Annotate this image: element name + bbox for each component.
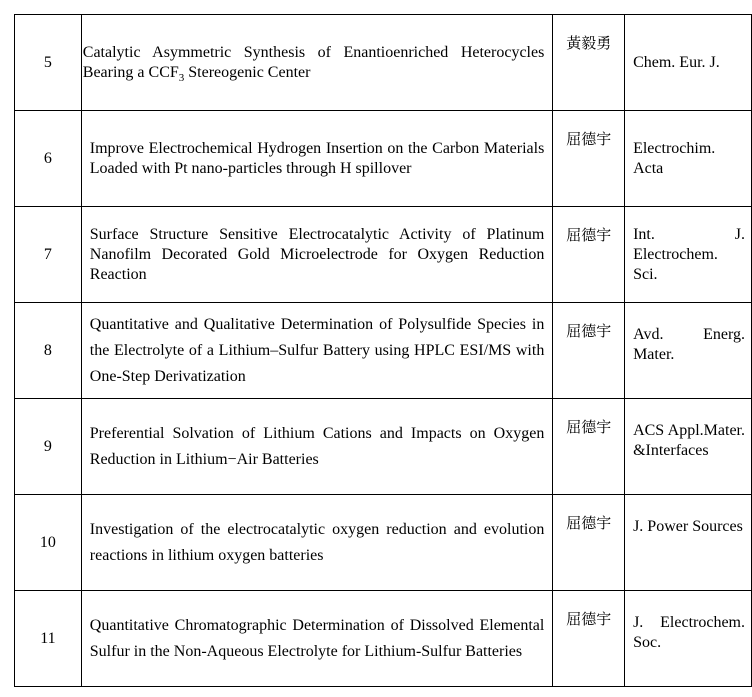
paper-title: Improve Electrochemical Hydrogen Insertion on the Carbon Materials Loaded with Pt nano-particles through H spillover (81, 111, 553, 207)
author-name: 黃毅勇 (553, 15, 625, 111)
journal-name: Int. J. Electrochem. Sci. (625, 207, 752, 303)
journal-name: Electrochim. Acta (625, 111, 752, 207)
row-number: 10 (15, 495, 82, 591)
table-row (15, 495, 752, 591)
paper-title: Preferential Solvation of Lithium Cations and Impacts on Oxygen Reduction in Lithium−Air Batteries (81, 399, 553, 495)
row-number: 6 (15, 111, 82, 207)
table-row (15, 111, 752, 207)
row-number: 11 (15, 591, 82, 687)
paper-title-text: Catalytic Asymmetric Synthesis of Enantioenriched Heterocycles Bearing a CCF (82, 43, 545, 81)
journal-name: Chem. Eur. J. (625, 15, 752, 111)
author-name: 屈德宇 (553, 207, 625, 303)
paper-title: Quantitative and Qualitative Determination of Polysulfide Species in the Electrolyte of a Lithium–Sulfur Battery using HPLC ESI/MS with One-Step Derivatization (81, 303, 553, 399)
author-name: 屈德宇 (553, 591, 625, 687)
paper-title-subscript: 3 (178, 71, 185, 84)
row-number: 7 (15, 207, 82, 303)
author-name: 屈德宇 (553, 495, 625, 591)
row-number: 9 (15, 399, 82, 495)
row-number: 8 (15, 303, 82, 399)
paper-title: Surface Structure Sensitive Electrocatalytic Activity of Platinum Nanofilm Decorated Gold Microelectrode for Oxygen Reduction Reaction (81, 207, 553, 303)
paper-title: Investigation of the electrocatalytic oxygen reduction and evolution reactions in lithium oxygen batteries (81, 495, 553, 591)
author-name: 屈德宇 (553, 111, 625, 207)
journal-name: ACS Appl.Mater. &Interfaces (625, 399, 752, 495)
table-row (15, 15, 752, 111)
publication-table (14, 14, 752, 687)
table-row (15, 399, 752, 495)
paper-title-text-end: Stereogenic Center (184, 63, 311, 81)
author-name: 屈德宇 (553, 399, 625, 495)
journal-name: J. Power Sources (625, 495, 752, 591)
journal-name: Avd. Energ. Mater. (625, 303, 752, 399)
paper-title (81, 15, 553, 111)
row-number: 5 (15, 15, 82, 111)
table-row (15, 303, 752, 399)
paper-title: Quantitative Chromatographic Determination of Dissolved Elemental Sulfur in the Non-Aqueous Electrolyte for Lithium-Sulfur Batteries (81, 591, 553, 687)
table-row (15, 207, 752, 303)
table-row (15, 591, 752, 687)
author-name: 屈德宇 (553, 303, 625, 399)
journal-name: J. Electrochem. Soc. (625, 591, 752, 687)
